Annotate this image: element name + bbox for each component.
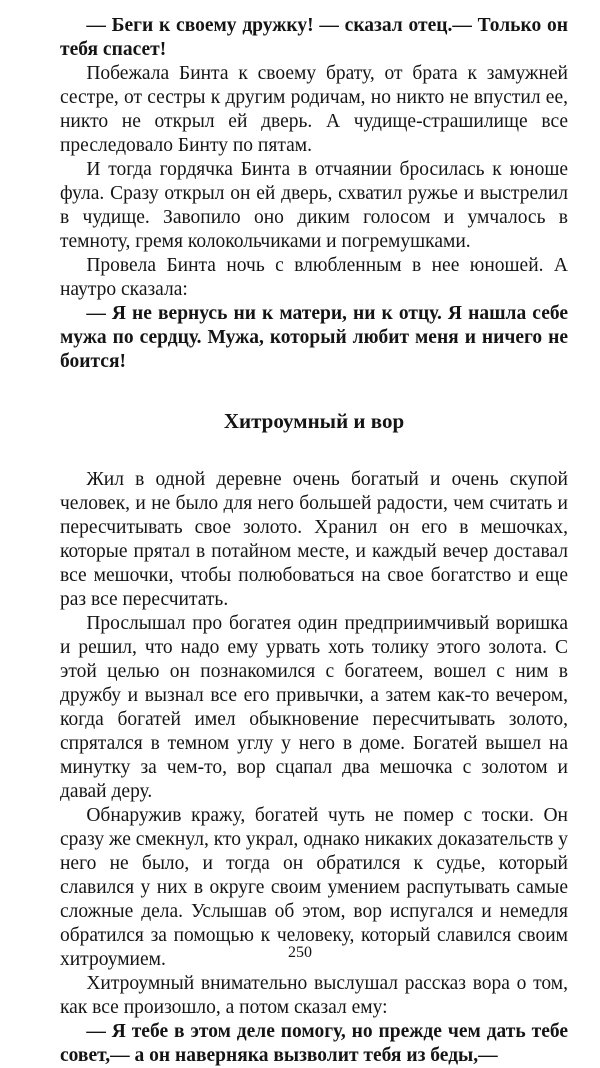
paragraph: Побежала Бинта к своему брату, от брата к замужней сестре, от сестры к другим родичам, но никто не впустил ее, никто не открыл ей дверь. А чудище-страшилище все преследовало Бинту по пятам. — [60, 63, 568, 156]
paragraph: Жил в одной деревне очень богатый и очень скупой человек, и не было для него большей радости, чем считать и пересчитывать свое золото. Хранил он его в мешочках, которые прятал в потайном месте, и каждый вечер доставал все мешочки, чтобы полюбоваться на свое богатство и еще раз все пересчитать. — [60, 469, 568, 610]
paragraph: Провела Бинта ночь с влюбленным в нее юношей. А наутро сказала: — [60, 255, 568, 300]
paragraph: И тогда гордячка Бинта в отчаянии бросилась к юноше фула. Сразу открыл он ей дверь, схватил ружье и выстрелил в чудище. Завопило оно диким голосом и умчалось в темноту, гремя колокольчиками и погремушками. — [60, 159, 568, 252]
paragraph: Обнаружив кражу, богатей чуть не помер с тоски. Он сразу же смекнул, кто украл, однако никаких доказательств у него не было, и тогда он обратился к судье, который славился у них в округе своим умением распутывать самые сложные дела. Услышав об этом, вор испугался и немедля обратился за помощью к человеку, который славился своим хитроумием. — [60, 805, 568, 970]
page-number: 250 — [288, 944, 312, 961]
paragraph: — Я тебе в этом деле помогу, но прежде чем дать тебе совет,— а он наверняка вызволит тебя из беды,— — [60, 1021, 568, 1066]
paragraph: Хитроумный внимательно выслушал рассказ вора о том, как все произошло, а потом сказал ему: — [60, 973, 568, 1018]
story-title: Хитроумный и вор — [223, 409, 405, 433]
paragraph: — Я не вернусь ни к матери, ни к отцу. Я нашла себе мужа по сердцу. Мужа, который любит меня и ничего не боится! — [60, 303, 568, 372]
paragraph: Прослышал про богатея один предприимчивый воришка и решил, что надо ему урвать хоть толику этого золота. С этой целью он познакомился с богатеем, вошел с ним в дружбу и вызнал все его привычки, а затем как-то вечером, когда богатей имел обыкновение пересчитывать золото, спрятался в темном углу у него в доме. Богатей вышел на минутку за чем-то, вор сцапал два мешочка с золотом и давай деру. — [60, 613, 568, 802]
paragraph: — Беги к своему дружку! — сказал отец.— Только он тебя спасет! — [60, 15, 568, 60]
page-body — [60, 14, 568, 1068]
